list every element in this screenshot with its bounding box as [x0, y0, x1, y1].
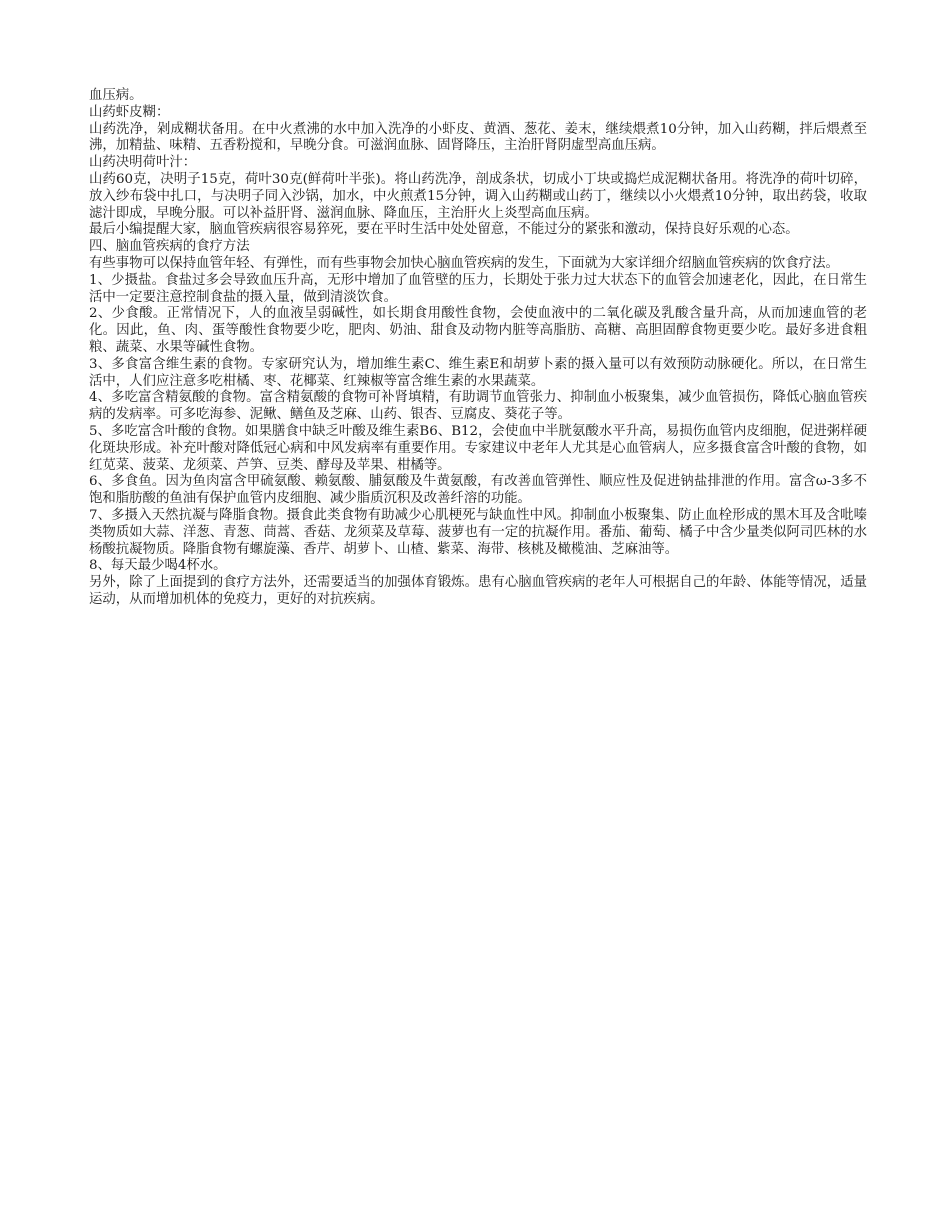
list-item: 3、多食富含维生素的食物。专家研究认为，增加维生素C、维生素E和胡萝卜素的摄入量可以有效预防动脉硬化。所以，在日常生活中，人们应注意多吃柑橘、枣、花椰菜、红辣椒等富含维生素的水果蔬菜。	[89, 356, 867, 389]
section-intro: 有些事物可以保持血管年轻、有弹性，而有些事物会加快心脑血管疾病的发生，下面就为大家详细介绍脑血管疾病的饮食疗法。	[89, 255, 839, 271]
paragraph-intro-tail: 血压病。	[89, 88, 143, 103]
list-item: 6、多食鱼。因为鱼肉富含甲硫氨酸、赖氨酸、脯氨酸及牛黄氨酸，有改善血管弹性、顺应性及促进钠盐排泄的作用。富含ω-3多不饱和脂肪酸的鱼油有保护血管内皮细胞、减少脂质沉积及改善纤溶的功能。	[89, 474, 867, 507]
recipe-body-yam-shrimp: 山药洗净，剁成糊状备用。在中火煮沸的水中加入洗净的小虾皮、黄酒、葱花、姜末，继续煨煮10分钟，加入山药糊，拌后煨煮至沸，加精盐、味精、五香粉搅和，早晚分食。可滋润血脉、固肾降压，主治肝肾阴虚型高血压病。	[89, 121, 867, 154]
recipe-title-yam-shrimp: 山药虾皮糊：	[89, 104, 170, 120]
recipe-title-yam-cassia-lotus: 山药决明荷叶汁：	[89, 155, 197, 171]
list-item: 8、每天最少喝4杯水。	[89, 558, 227, 574]
list-item: 2、少食酸。正常情况下，人的血液呈弱碱性，如长期食用酸性食物，会使血液中的二氧化碳及乳酸含量升高，从而加速血管的老化。因此，鱼、肉、蛋等酸性食物要少吃，肥肉、奶油、甜食及动物内脏等高脂肪、高糖、高胆固醇食物更要少吃。最好多进食粗粮、蔬菜、水果等碱性食物。	[89, 306, 867, 355]
list-item: 7、多摄入天然抗凝与降脂食物。摄食此类食物有助减少心肌梗死与缺血性中风。抑制血小板聚集、防止血栓形成的黑木耳及含吡嗪类物质如大蒜、洋葱、青葱、茼蒿、香菇、龙须菜及草莓、菠萝也有一定的抗凝作用。番茄、葡萄、橘子中含少量类似阿司匹林的水杨酸抗凝物质。降脂食物有螺旋藻、香芹、胡萝卜、山楂、紫菜、海带、核桃及橄榄油、芝麻油等。	[89, 507, 867, 557]
recipe-body-yam-cassia-lotus: 山药60克，决明子15克，荷叶30克(鲜荷叶半张)。将山药洗净，剖成条状，切成小丁块或捣烂成泥糊状备用。将洗净的荷叶切碎，放入纱布袋中扎口，与决明子同入沙锅，加水，中火煎煮15分钟，调入山药糊或山药丁，继续以小火煨煮10分钟，取出药袋，收取滤汁即成，早晚分服。可以补益肝肾、滋润血脉、降血压，主治肝火上炎型高血压病。	[89, 171, 867, 221]
document-body	[89, 88, 867, 609]
list-item: 4、多吃富含精氨酸的食物。富含精氨酸的食物可补肾填精，有助调节血管张力、抑制血小板聚集，减少血管损伤，降低心脑血管疾病的发病率。可多吃海参、泥鳅、鳝鱼及芝麻、山药、银杏、豆腐皮、葵花子等。	[89, 390, 867, 423]
section-heading: 四、脑血管疾病的食疗方法	[89, 239, 250, 255]
reminder-paragraph: 最后小编提醒大家，脑血管疾病很容易猝死，要在平时生活中处处留意，不能过分的紧张和激动，保持良好乐观的心态。	[89, 222, 799, 238]
closing-paragraph: 另外，除了上面提到的食疗方法外，还需要适当的加强体育锻炼。患有心脑血管疾病的老年人可根据自己的年龄、体能等情况，适量运动，从而增加机体的免疫力，更好的对抗疾病。	[89, 575, 867, 607]
list-item: 1、少摄盐。食盐过多会导致血压升高，无形中增加了血管壁的压力，长期处于张力过大状态下的血管会加速老化，因此，在日常生活中一定要注意控制食盐的摄入量，做到清淡饮食。	[89, 272, 867, 305]
list-item: 5、多吃富含叶酸的食物。如果膳食中缺乏叶酸及维生素B6、B12，会使血中半胱氨酸水平升高，易损伤血管内皮细胞，促进粥样硬化斑块形成。补充叶酸对降低冠心病和中风发病率有重要作用。专家建议中老年人尤其是心血管病人，应多摄食富含叶酸的食物，如红苋菜、菠菜、龙须菜、芦笋、豆类、酵母及苹果、柑橘等。	[89, 423, 867, 473]
